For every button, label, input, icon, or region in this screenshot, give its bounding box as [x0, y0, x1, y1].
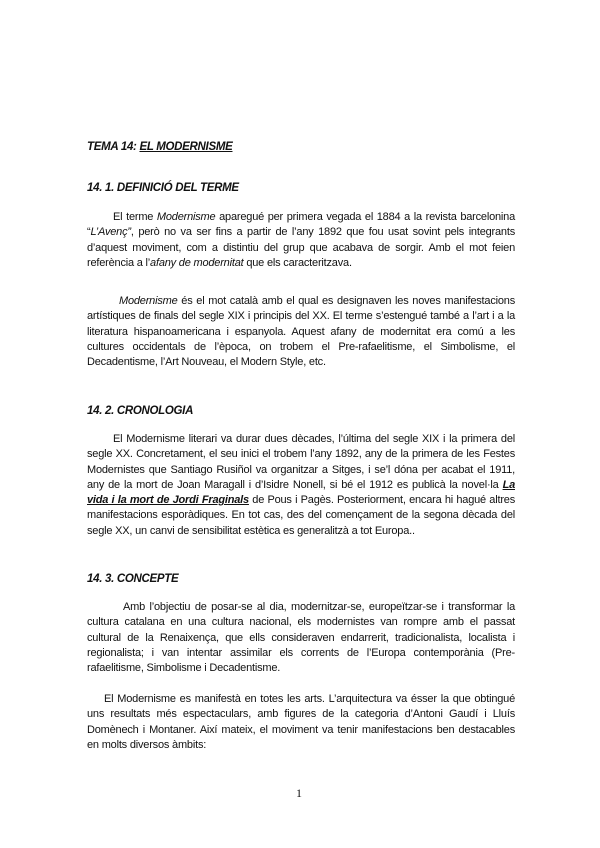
document-title [87, 141, 232, 153]
title-main: EL MODERNISME [139, 141, 233, 153]
paragraph-definicio-2: Modernisme és el mot català amb el qual es designaven les noves manifestacions artístiques de finals del segle XIX i principis del XX. El terme s’estengué també a l’art i a la literatura hispanoamericana i espanyola. Aquest afany de modernitat era comú a les cultures occidentals de l’època, on trobem el Pre-rafaelitisme, el Simbolisme, el Decadentisme, l’Art Nouveau, el Modern Style, etc. [87, 295, 515, 369]
page-number: 1 [296, 786, 302, 800]
section-heading-concepte: 14. 3. CONCEPTE [87, 573, 179, 585]
paragraph-cronologia: El Modernisme literari va durar dues dècades, l’última del segle XIX i la primera del segle XX. Concretament, el seu inici el trobem l’any 1892, any de la primera de les Festes Modernistes que Santiago Rusiñol va organitzar a Sitges, i se’l dóna per acabat el 1911, any de la mort de Joan Maragall i d’Isidre Nonell, si bé el 1912 es publicà la novel·la La vida i la mort de Jordi Fraginals de Pous i Pagès. Posteriorment, encara hi hagué altres manifestacions esporàdiques. En tot cas, des del començament de la segona dècada del segle XX, un canvi de sensibilitat estètica es generalitzà a tot Europa.. [87, 433, 515, 537]
paragraph-concepte-2: El Modernisme es manifestà en totes les arts. L’arquitectura va ésser la que obtingué uns resultats més espectaculars, amb figures de la categoria d’Antoni Gaudí i Lluís Domènech i Montaner. Així mateix, el moviment va tenir manifestacions ben destacables en molts diversos àmbits: [87, 693, 515, 751]
section-heading-definicio: 14. 1. DEFINICIÓ DEL TERME [87, 182, 239, 194]
paragraph-definicio-1: El terme Modernisme aparegué per primera vegada el 1884 a la revista barcelonina “L’Avenç”, però no va ser fins a partir de l’any 1892 que fou usat sovint pels integrants d’aquest moviment, com a distintiu del grup que acabava de sorgir. Amb el mot feien referència a l’afany de modernitat que els caracteritzava. [87, 211, 515, 269]
paragraph-concepte-1: Amb l’objectiu de posar-se al dia, modernitzar-se, europeïtzar-se i transformar la cultura catalana en una cultura nacional, els modernistes van rompre amb el passat cultural de la Renaixença, que ells consideraven endarrerit, tradicionalista, localista i regionalista; i van intentar assimilar els corrents de l’Europa contemporània (Pre-rafaelitisme, Simbolisme i Decadentisme. [87, 601, 515, 675]
section-heading-cronologia: 14. 2. CRONOLOGIA [87, 405, 194, 417]
title-prefix: TEMA 14: [87, 141, 140, 153]
book-title-link: La vida i la mort de Jordi Fraginals [87, 478, 515, 507]
